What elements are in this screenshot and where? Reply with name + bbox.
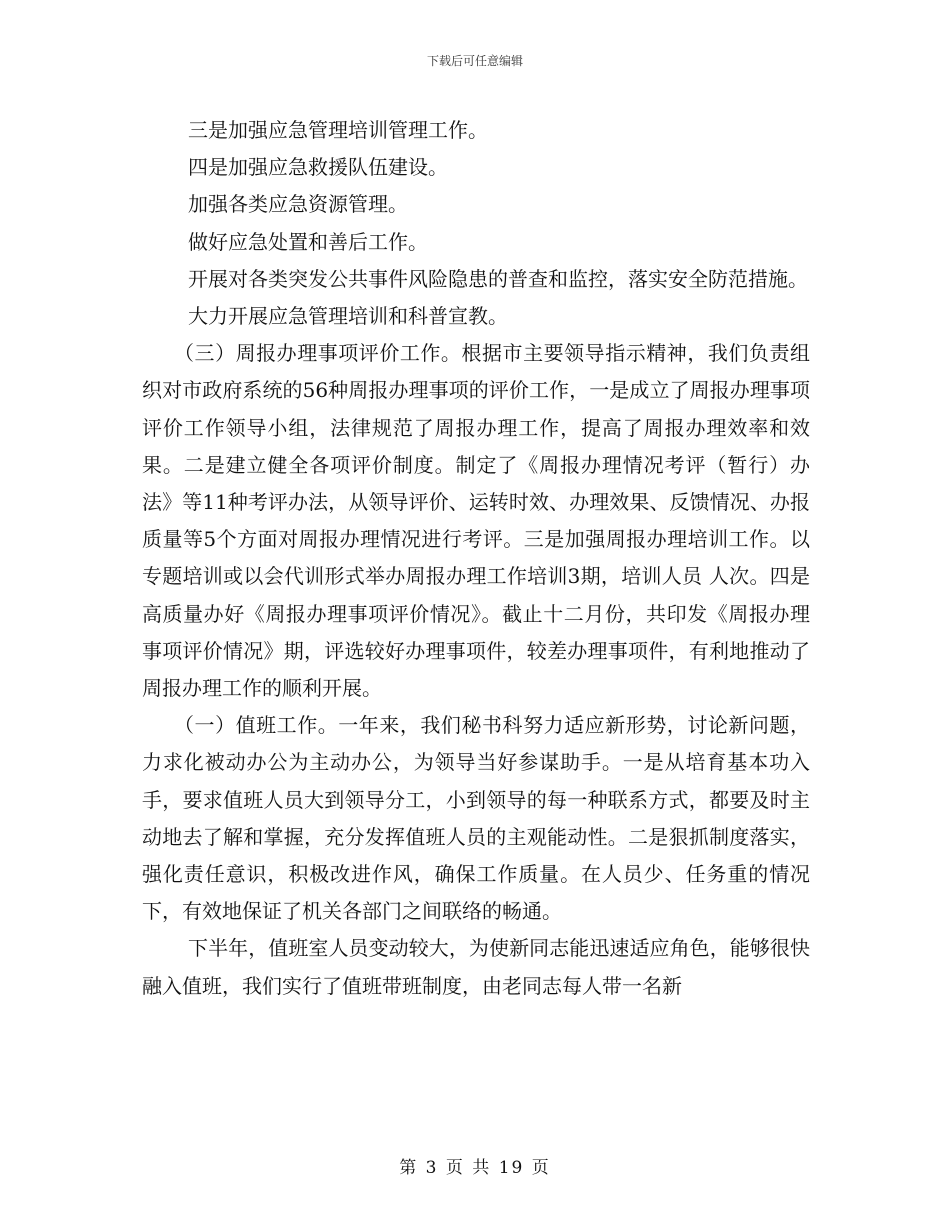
paragraph-section-1: （一）值班工作。一年来，我们秘书科努力适应新形势，讨论新问题，力求化被动办公为主动办公，为领导当好参谋助手。一是从培育基本功入手，要求值班人员大到领导分工，小到领导的每一种联系方式，都要及时主动地去了解和掌握，充分发挥值班人员的主观能动性。二是狠抓制度落实，强化责任意识，积极改进作风，确保工作质量。在人员少、任务重的情况下，有效地保证了机关各部门之间联络的畅通。	[142, 713, 810, 924]
paragraph: 加强各类应急资源管理。	[188, 192, 408, 217]
page-number-footer: 第 3 页 共 19 页	[399, 1158, 551, 1178]
paragraph: 四是加强应急救援队伍建设。	[188, 155, 448, 180]
document-body	[142, 112, 810, 1005]
paragraph: 下半年，值班室人员变动较大，为使新同志能迅速适应角色，能够很快融入值班，我们实行了值班带班制度，由老同志每人带一名新	[142, 936, 810, 998]
paragraph: 开展对各类突发公共事件风险隐患的普查和监控，落实安全防范措施。	[188, 266, 808, 291]
paragraph: 三是加强应急管理培训管理工作。	[188, 118, 488, 142]
paragraph-section-3: （三）周报办理事项评价工作。根据市主要领导指示精神，我们负责组织对市政府系统的56种周报办理事项的评价工作，一是成立了周报办理事项评价工作领导小组，法律规范了周报办理工作，提高了周报办理效率和效果。二是建立健全各项评价制度。制定了《周报办理情况考评（暂行）办法》等11种考评办法，从领导评价、运转时效、办理效果、反馈情况、办报质量等5个方面对周报办理情况进行考评。三是加强周报办理培训工作。以专题培训或以会代训形式举办周报办理工作培训3期，培训人员 人次。四是高质量办好《周报办理事项评价情况》。截止十二月份，共印发《周报办理事项评价情况》期，评选较好办理事项件，较差办理事项件，有利地推动了周报办理工作的顺利开展。	[142, 341, 810, 701]
paragraph: 做好应急处置和善后工作。	[188, 229, 428, 254]
page-header: 下载后可任意编辑	[426, 54, 523, 68]
paragraph: 大力开展应急管理培训和科普宣教。	[188, 304, 508, 329]
